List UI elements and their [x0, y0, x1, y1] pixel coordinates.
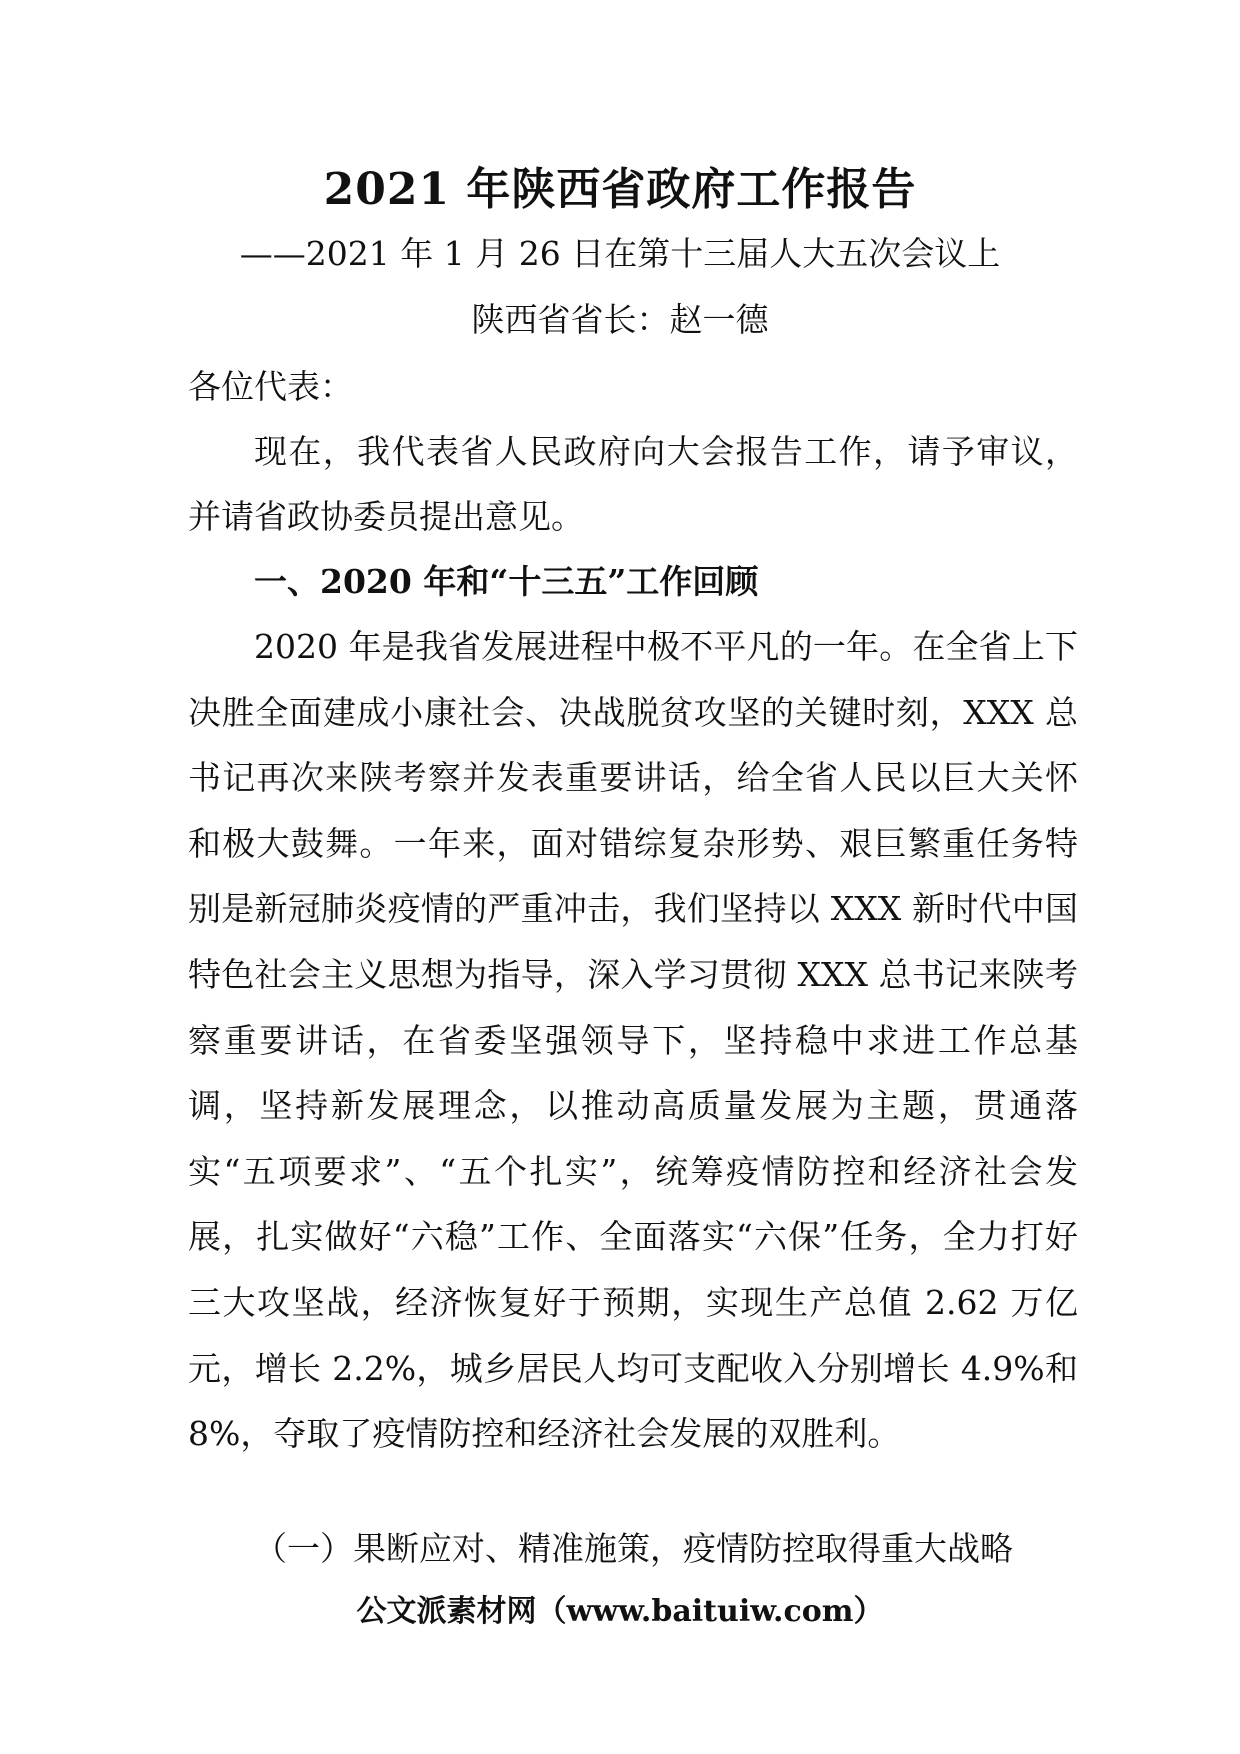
- paragraph-subsection: （一）果断应对、精准施策，疫情防控取得重大战略: [254, 1529, 1013, 1568]
- section-heading: 一、2020 年和“十三五”工作回顾: [254, 562, 759, 601]
- footer-watermark: 公文派素材网（www.baituiw.com）: [356, 1594, 884, 1629]
- document-subtitle: ——2021 年 1 月 26 日在第十三届人大五次会议上: [239, 234, 1001, 273]
- paragraph-intro: 现在，我代表省人民政府向大会报告工作，请予审议，并请省政协委员提出意见。: [188, 432, 1078, 536]
- paragraph-review: 2020 年是我省发展进程中极不平凡的一年。在全省上下决胜全面建成小康社会、决战脱贫攻坚的关键时刻，XXX 总书记再次来陕考察并发表重要讲话，给全省人民以巨大关怀和极大鼓舞。一年来，面对错综复杂形势、艰巨繁重任务特别是新冠肺炎疫情的严重冲击，我们坚持以 XXX 新时代中国特色社会主义思想为指导，深入学习贯彻 XXX 总书记来陕考察重要讲话，在省委坚强领导下，坚持稳中求进工作总基调，坚持新发展理念，以推动高质量发展为主题，贯通落实“五项要求”、“五个扎实”，统筹疫情防控和经济社会发展，扎实做好“六稳”工作、全面落实“六保”任务，全力打好三大攻坚战，经济恢复好于预期，实现生产总值 2.62 万亿元，增长 2.2%，城乡居民人均可支配收入分别增长 4.9%和 8%，夺取了疫情防控和经济社会发展的双胜利。: [188, 627, 1078, 1454]
- document-author: 陕西省省长：赵一德: [471, 300, 769, 339]
- document-title: 2021 年陕西省政府工作报告: [323, 164, 917, 215]
- salutation: 各位代表：: [188, 367, 353, 406]
